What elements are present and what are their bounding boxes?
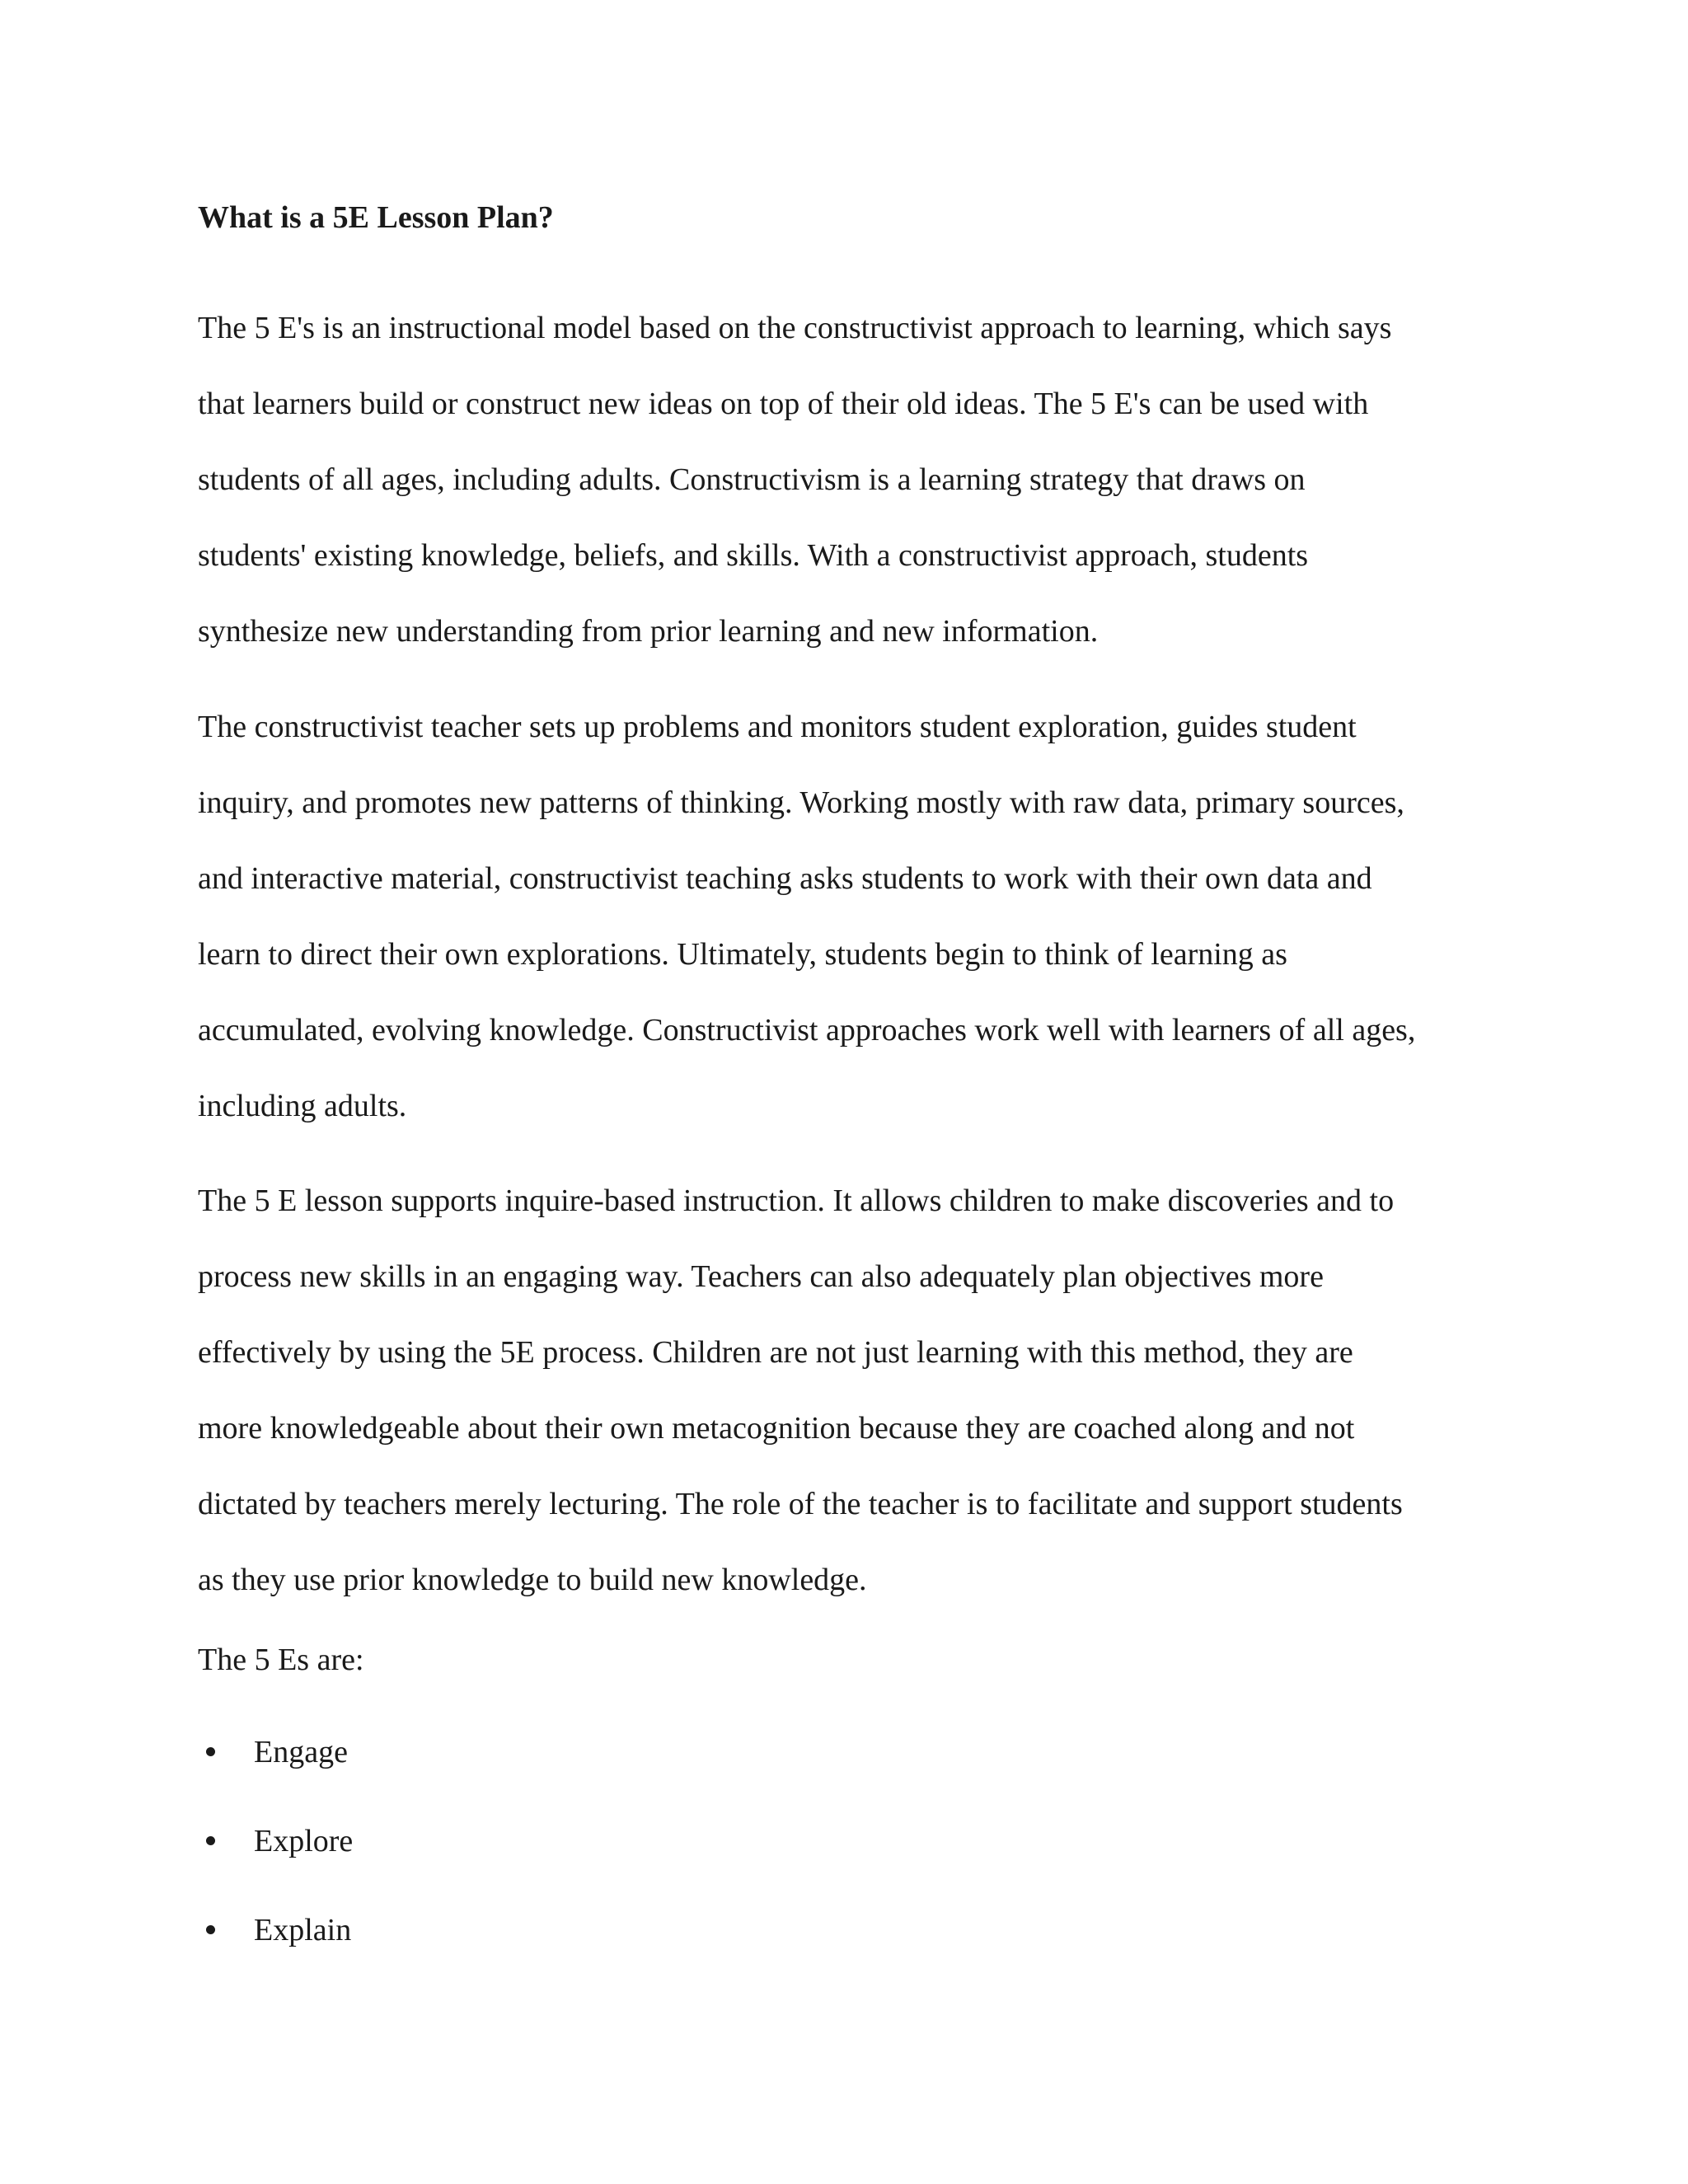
paragraph-line: dictated by teachers merely lecturing. The role of the teacher is to facilitate and support students (198, 1487, 1403, 1521)
paragraph-constructivist-teacher (198, 689, 1484, 1144)
paragraph-line: and interactive material, constructivist teaching asks students to work with their own data and (198, 861, 1372, 896)
paragraph-line: synthesize new understanding from prior learning and new information. (198, 614, 1099, 649)
bullet-icon (206, 1836, 215, 1845)
paragraph-5e-lesson (198, 1163, 1484, 1618)
paragraph-line: that learners build or construct new ideas on top of their old ideas. The 5 E's can be used with (198, 387, 1369, 421)
list-item-label: Explain (254, 1913, 352, 1947)
paragraph-line: students of all ages, including adults. Constructivism is a learning strategy that draws on (198, 462, 1306, 497)
list-intro: The 5 Es are: (198, 1643, 364, 1677)
paragraph-line: as they use prior knowledge to build new knowledge. (198, 1563, 867, 1597)
paragraph-line: The constructivist teacher sets up problems and monitors student exploration, guides student (198, 710, 1357, 744)
paragraph-line: including adults. (198, 1089, 407, 1123)
paragraph-line: more knowledgeable about their own metacognition because they are coached along and not (198, 1411, 1355, 1446)
paragraph-line: students' existing knowledge, beliefs, and skills. With a constructivist approach, students (198, 538, 1309, 573)
paragraph-line: The 5 E lesson supports inquire-based instruction. It allows children to make discoveries and to (198, 1183, 1395, 1218)
paragraph-intro (198, 290, 1484, 669)
paragraph-line: The 5 E's is an instructional model based on the constructivist approach to learning, which says (198, 311, 1392, 345)
paragraph-line: inquiry, and promotes new patterns of thinking. Working mostly with raw data, primary sources, (198, 785, 1404, 820)
list-item-label: Explore (254, 1824, 354, 1858)
paragraph-line: process new skills in an engaging way. Teachers can also adequately plan objectives more (198, 1259, 1324, 1294)
list-item (198, 1910, 353, 1999)
list-item-label: Engage (254, 1735, 348, 1769)
paragraph-line: accumulated, evolving knowledge. Constructivist approaches work well with learners of all ages, (198, 1013, 1416, 1047)
list-item (198, 1732, 353, 1821)
list-item (198, 1821, 353, 1910)
paragraph-line: effectively by using the 5E process. Children are not just learning with this method, they are (198, 1335, 1353, 1370)
five-es-list (198, 1732, 353, 1999)
bullet-icon (206, 1747, 215, 1756)
document-title: What is a 5E Lesson Plan? (198, 200, 554, 235)
paragraph-line: learn to direct their own explorations. Ultimately, students begin to think of learning as (198, 937, 1287, 972)
bullet-icon (206, 1925, 215, 1934)
